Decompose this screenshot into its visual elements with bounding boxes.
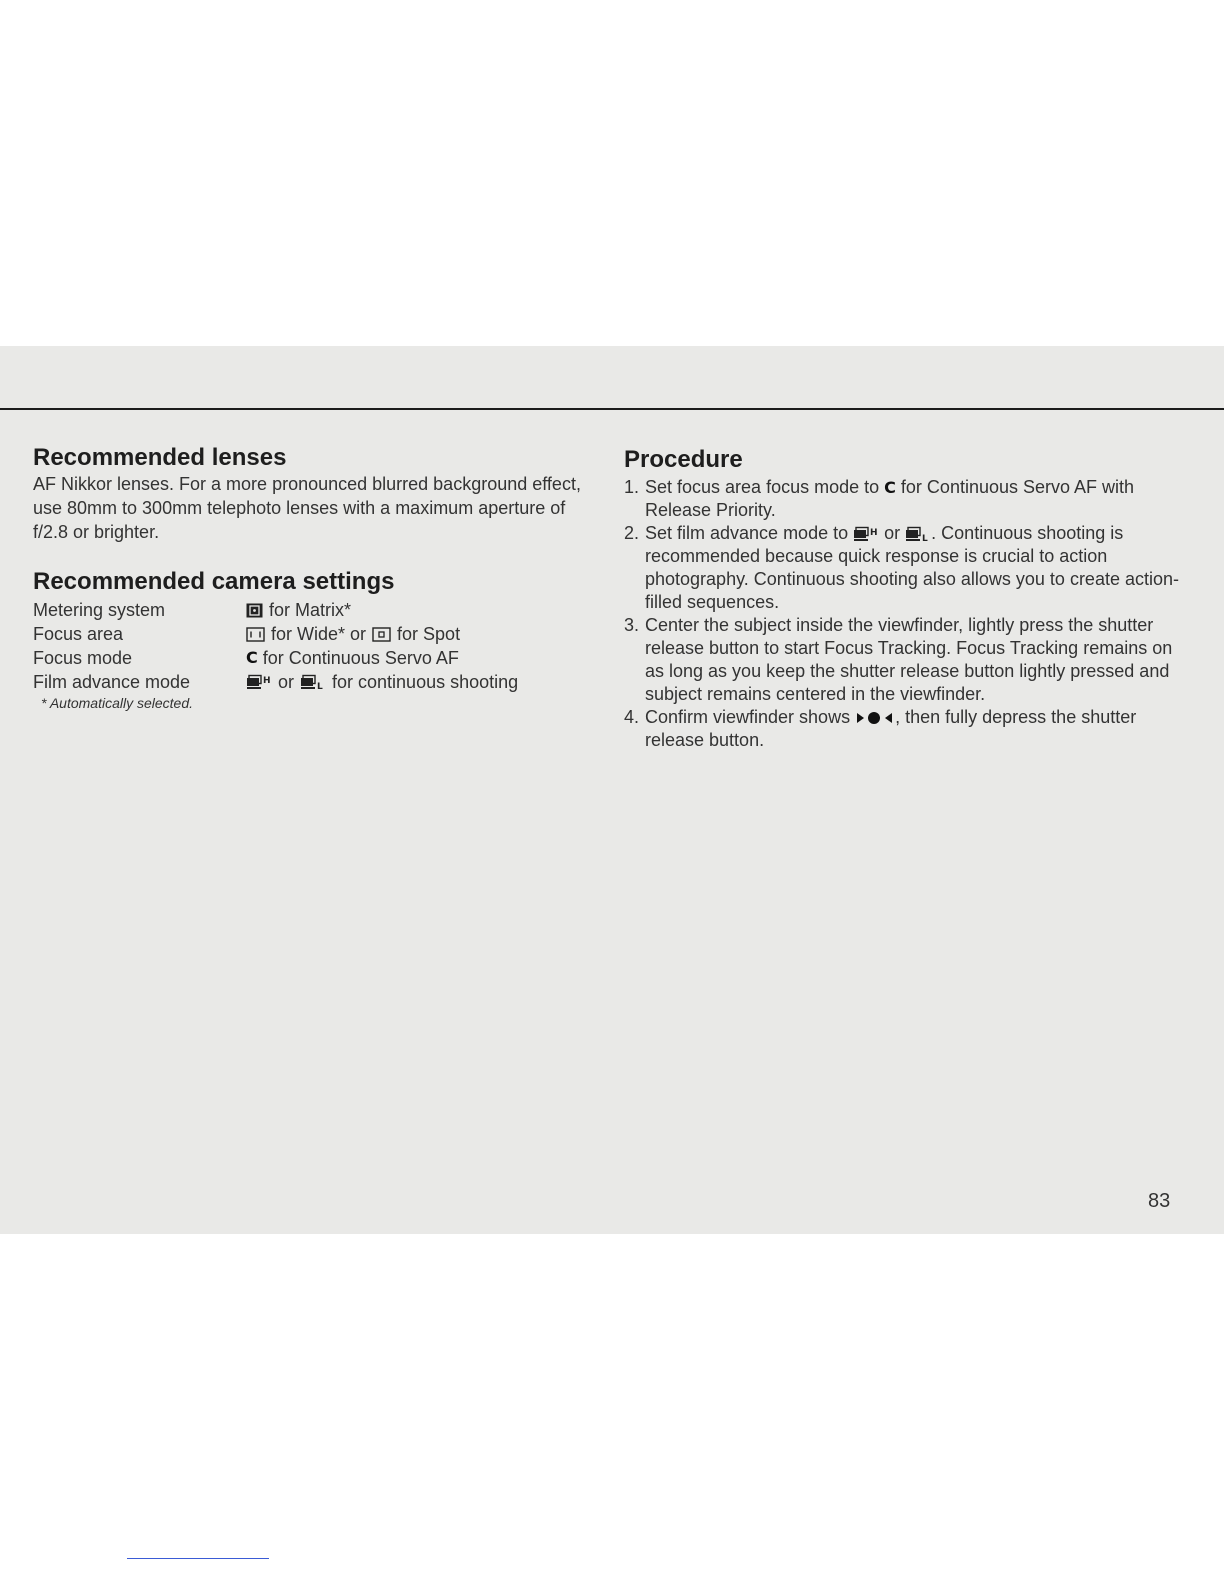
settings-row-focus-mode: Focus mode C for Continuous Servo AF (33, 648, 459, 668)
settings-row-focus-area: Focus area for Wide* or for Spot (33, 624, 461, 644)
svg-text:H: H (263, 676, 271, 686)
procedure-step: 3. Center the subject inside the viewfinder, lightly press the shutter release button to start Focus Tracking. Focus Tracking remains on as long as you keep the shutter release button lightly pressed and subject remains centered in the viewfinder. (624, 615, 1173, 704)
settings-row-metering: Metering system for Matrix* (33, 600, 352, 620)
spot-area-icon (372, 627, 391, 642)
svg-text:H: H (870, 528, 878, 539)
left-column (33, 444, 593, 712)
continuous-low-icon (905, 526, 931, 542)
settings-label: Metering system (33, 600, 166, 620)
header-rule (0, 408, 1224, 410)
procedure-step: 4. Confirm viewfinder shows , then fully depress the shutter release button. (624, 707, 1137, 750)
settings-table (33, 598, 593, 712)
procedure-heading: Procedure (624, 446, 743, 473)
svg-text:L: L (922, 534, 928, 543)
link-underline (127, 1558, 269, 1559)
settings-heading: Recommended camera settings (33, 568, 395, 595)
settings-label: Focus area (33, 624, 124, 644)
settings-footnote: * Automatically selected. (41, 695, 193, 711)
lenses-heading: Recommended lenses (33, 444, 287, 471)
continuous-high-icon (246, 674, 272, 690)
settings-row-film-advance: Film advance mode H or L for continuous shooting (33, 672, 519, 692)
settings-label: Focus mode (33, 648, 133, 668)
procedure-step: 2. Set film advance mode to H or L . Continuous shooting is recommended because quick response is crucial to action photography. Continuous shooting also allows you to create action-filled sequences. (624, 523, 1179, 612)
page-number: 83 (1148, 1190, 1171, 1212)
right-column (624, 446, 1184, 752)
matrix-metering-icon (246, 603, 263, 618)
continuous-low-icon (300, 674, 326, 690)
focus-indicator-icon (855, 710, 895, 726)
wide-area-icon (246, 627, 265, 642)
continuous-high-icon (853, 526, 879, 542)
settings-label: Film advance mode (33, 672, 191, 692)
lenses-body: AF Nikkor lenses. For a more pronounced blurred background effect, use 80mm to 300mm telephoto lenses with a maximum aperture of f/2.8 or brighter. (33, 474, 581, 542)
continuous-servo-symbol: C (246, 648, 258, 667)
procedure-list (624, 476, 1184, 752)
procedure-step: 1. Set focus area focus mode to C for Continuous Servo AF with Release Priority. (624, 477, 1135, 520)
continuous-servo-symbol: C (884, 478, 896, 497)
svg-text:L: L (317, 682, 323, 690)
